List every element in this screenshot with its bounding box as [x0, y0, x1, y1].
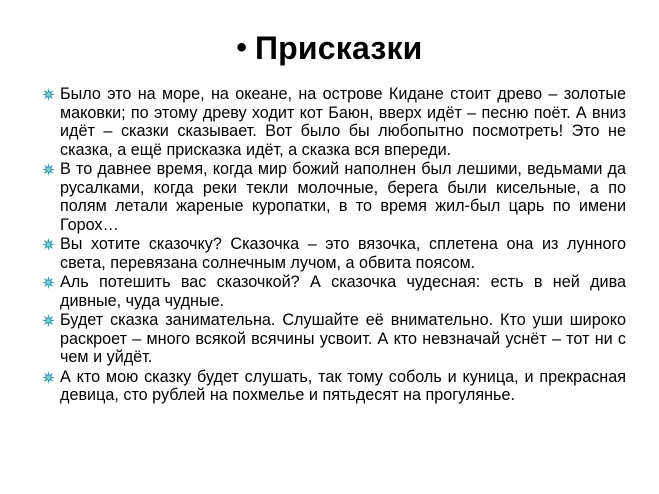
list-item	[40, 235, 626, 272]
list-item-text: Было это на море, на океане, на острове Кидане стоит древо – золотые маковки; по этому древу ходит кот Баюн, вверх идёт – песню поёт. А вниз идёт – сказки сказывает. Вот было бы любопытно посмотреть! Это не сказка, а ещё присказка идёт, а сказка вся впереди.	[60, 85, 626, 159]
teal-star-burst-icon	[42, 238, 55, 251]
list-item	[40, 85, 626, 159]
title-row	[0, 26, 659, 70]
teal-star-burst-icon	[42, 314, 55, 327]
teal-star-burst-icon	[42, 276, 55, 289]
teal-star-burst-icon	[42, 163, 55, 176]
list-item-text: Вы хотите сказочку? Сказочка – это вязочка, сплетена она из лунного света, перевязана солнечным лучом, а обвита поясом.	[60, 235, 626, 272]
slide-title: Присказки	[254, 30, 423, 66]
teal-star-burst-icon	[42, 371, 55, 384]
list-item-text: В то давнее время, когда мир божий наполнен был лешими, ведьмами да русалками, когда реки текли молочные, берега были кисельные, а по полям летали жареные куропатки, в то время жил-был царь по имени Горох…	[60, 160, 626, 234]
list-item-text: Аль потешить вас сказочкой? А сказочка чудесная: есть в ней дива дивные, чуда чудные.	[60, 273, 626, 310]
list-item-text: Будет сказка занимательна. Слушайте её внимательно. Кто уши широко раскроет – много всякой всячины усвоит. А кто невзначай уснёт – тот ни с чем и уйдёт.	[60, 311, 626, 366]
list-item	[40, 311, 626, 367]
teal-star-burst-icon	[42, 88, 55, 101]
list-item	[40, 368, 626, 405]
bullet-list	[40, 85, 626, 406]
list-item	[40, 273, 626, 310]
title-bullet: •	[236, 31, 247, 64]
list-item	[40, 160, 626, 234]
list-item-text: А кто мою сказку будет слушать, так тому соболь и куница, и прекрасная девица, сто рублей на похмелье и пятьдесят на прогулянье.	[60, 367, 626, 404]
